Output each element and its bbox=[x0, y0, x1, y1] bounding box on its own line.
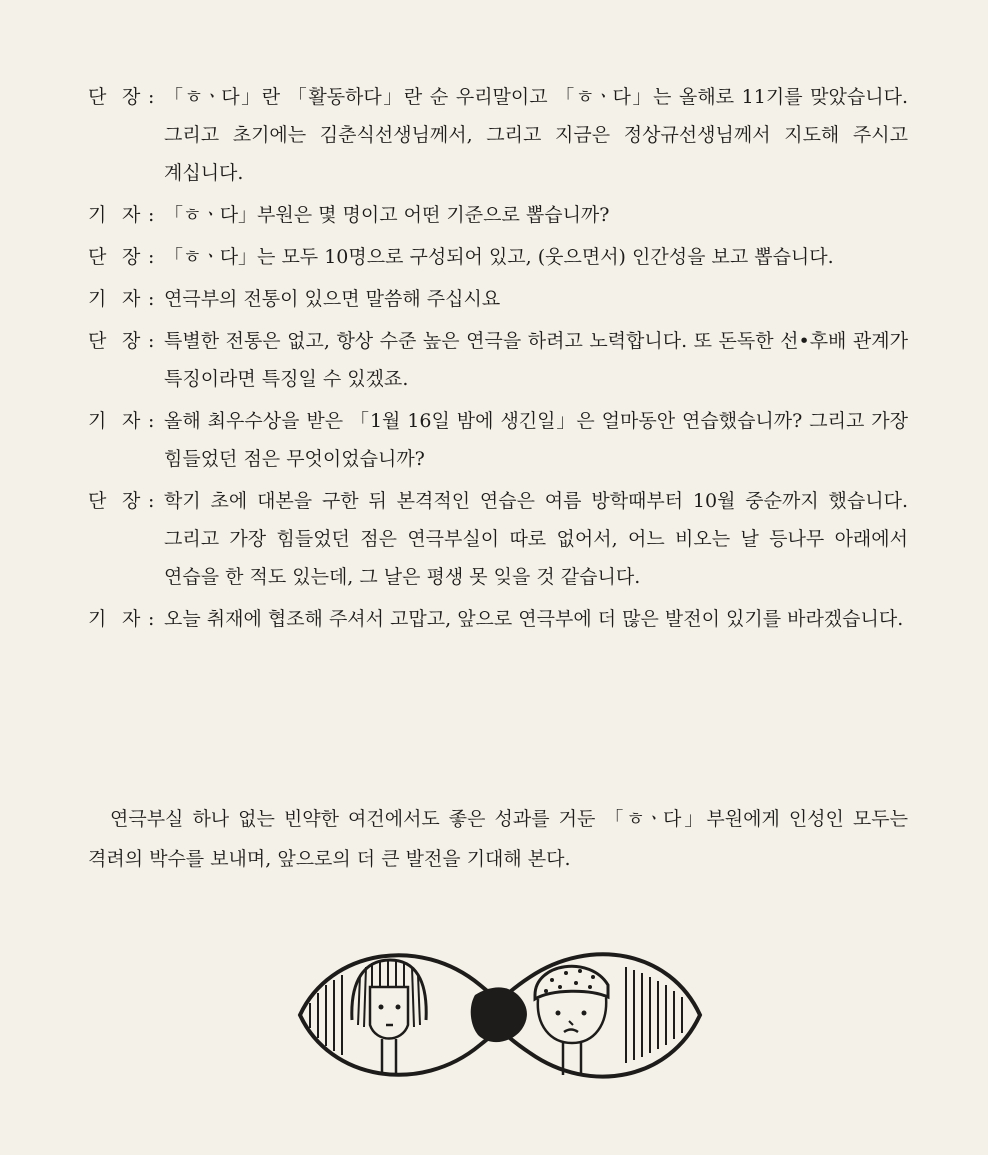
speaker-first-char: 단 bbox=[88, 330, 107, 352]
speaker-colon: : bbox=[148, 86, 155, 108]
speaker-colon: : bbox=[148, 330, 155, 352]
speaker-second-char: 자 bbox=[122, 410, 141, 432]
speaker-first-char: 기 bbox=[88, 288, 107, 310]
entry-text: 「ㅎㆍ다」란 「활동하다」란 순 우리말이고 「ㅎㆍ다」는 올해로 11기를 맞았습니다. 그리고 초기에는 김춘식선생님께서, 그리고 지금은 정상규선생님께서 지도해 주시고 계십니다. bbox=[164, 86, 908, 184]
speaker-second-char: 장 bbox=[122, 330, 141, 352]
girl-face bbox=[370, 987, 408, 1039]
closing-paragraph: 연극부실 하나 없는 빈약한 여건에서도 좋은 성과를 거둔 「ㅎㆍ다」부원에게 인성인 모두는 격려의 박수를 보내며, 앞으로의 더 큰 발전을 기대해 본다. bbox=[88, 808, 908, 870]
speaker-colon: : bbox=[148, 608, 155, 630]
speaker-first-char: 단 bbox=[88, 86, 107, 108]
interview-entry bbox=[88, 78, 908, 192]
entry-text: 「ㅎㆍ다」는 모두 10명으로 구성되어 있고, (웃으면서) 인간성을 보고 뽑습니다. bbox=[164, 246, 834, 268]
interview-entry bbox=[88, 482, 908, 596]
speaker-second-char: 장 bbox=[122, 490, 141, 512]
speaker-label bbox=[88, 238, 148, 276]
interview-entry bbox=[88, 322, 908, 398]
interview-entry bbox=[88, 402, 908, 478]
interview-entry bbox=[88, 196, 908, 234]
speaker-second-char: 자 bbox=[122, 204, 141, 226]
interview-entry bbox=[88, 600, 908, 638]
speaker-label bbox=[88, 280, 148, 318]
entry-text: 연극부의 전통이 있으면 말씀해 주십시요 bbox=[164, 288, 501, 310]
speaker-colon: : bbox=[148, 410, 155, 432]
speaker-label bbox=[88, 196, 148, 234]
speaker-second-char: 자 bbox=[122, 288, 141, 310]
speaker-colon: : bbox=[148, 246, 155, 268]
speaker-colon: : bbox=[148, 204, 155, 226]
two-faces-illustration bbox=[290, 925, 710, 1095]
entry-text: 특별한 전통은 없고, 항상 수준 높은 연극을 하려고 노력합니다. 또 돈독한 선•후배 관계가 특징이라면 특징일 수 있겠죠. bbox=[164, 330, 908, 390]
speaker-colon: : bbox=[148, 288, 155, 310]
entry-text: 학기 초에 대본을 구한 뒤 본격적인 연습은 여름 방학때부터 10월 중순까지 했습니다. 그리고 가장 힘들었던 점은 연극부실이 따로 없어서, 어느 비오는 날 등나무 아래에서 연습을 한 적도 있는데, 그 날은 평생 못 잊을 것 같습니다. bbox=[164, 490, 908, 588]
speaker-first-char: 기 bbox=[88, 608, 107, 630]
speaker-label bbox=[88, 482, 148, 520]
speaker-first-char: 단 bbox=[88, 246, 107, 268]
entry-text: 「ㅎㆍ다」부원은 몇 명이고 어떤 기준으로 뽑습니까? bbox=[164, 204, 610, 226]
interview-entry bbox=[88, 238, 908, 276]
interview-transcript bbox=[88, 78, 908, 642]
speaker-second-char: 장 bbox=[122, 246, 141, 268]
speaker-first-char: 단 bbox=[88, 490, 107, 512]
speaker-second-char: 자 bbox=[122, 608, 141, 630]
speaker-colon: : bbox=[148, 490, 155, 512]
speaker-label bbox=[88, 600, 148, 638]
speaker-first-char: 기 bbox=[88, 204, 107, 226]
speaker-label bbox=[88, 322, 148, 360]
entry-text: 오늘 취재에 협조해 주셔서 고맙고, 앞으로 연극부에 더 많은 발전이 있기를 바라겠습니다. bbox=[164, 608, 904, 630]
interview-entry bbox=[88, 280, 908, 318]
speaker-label bbox=[88, 78, 148, 116]
speaker-second-char: 장 bbox=[122, 86, 141, 108]
entry-text: 올해 최우수상을 받은 「1월 16일 밤에 생긴일」은 얼마동안 연습했습니까? 그리고 가장 힘들었던 점은 무엇이었습니까? bbox=[164, 410, 908, 470]
speaker-label bbox=[88, 402, 148, 440]
speaker-first-char: 기 bbox=[88, 410, 107, 432]
